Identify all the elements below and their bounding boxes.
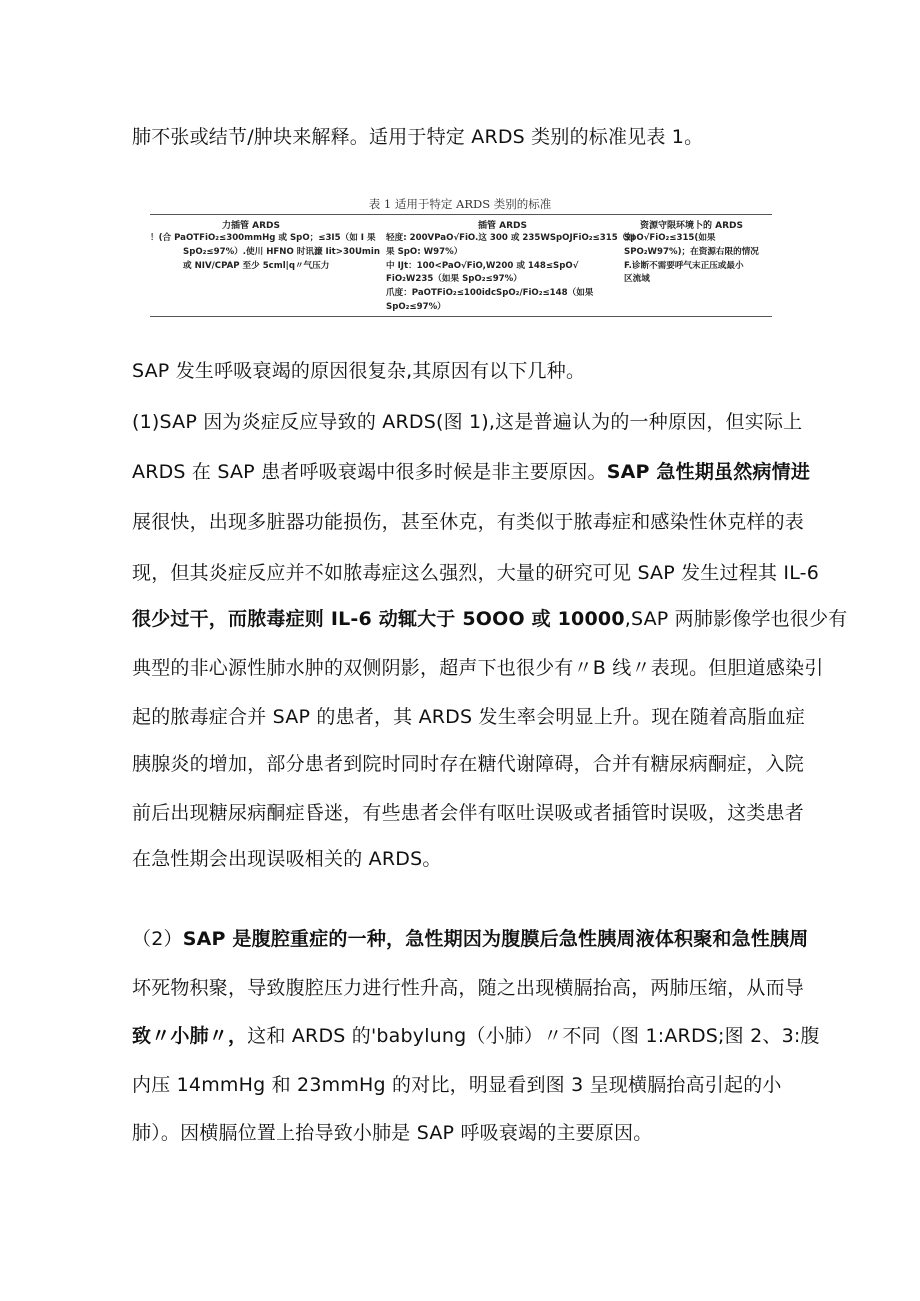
section2-line-3-normal: 这和 ARDS 的'babylung（小肺）〃不同（图 1:ARDS;图 2、3:腹: [247, 1025, 820, 1047]
section2-line-2: 坏死物积聚，导致腹腔压力进行性升高，随之出现横膈抬高，两肺压缩，从而导: [132, 977, 805, 999]
section2-line-1-normal: （2）: [132, 928, 183, 950]
table-top-rule: [150, 214, 772, 215]
section1-line-5: [132, 605, 848, 633]
table-header-col1: 力插管 ARDS: [222, 221, 280, 231]
section2-line-5: 肺）。因横膈位置上抬导致小肺是 SAP 呼吸衰竭的主要原因。: [132, 1122, 653, 1144]
table-cell-col1-line1: ！(合 PaOTFiO₂≤300mmHg 或 SpO；≤3I5（如 I 果: [150, 233, 376, 243]
table-header-col3: 资源守限环境卜的 ARDS: [640, 221, 743, 231]
section1-line-4: 现，但其炎症反应并不如脓毒症这么强烈，大量的研究可见 SAP 发生过程其 IL-6: [132, 562, 819, 584]
section1-line-9: 前后出现糖尿病酮症昏迷，有些患者会伴有呕吐误吸或者插管时误吸，这类患者: [132, 802, 805, 824]
section1-line-8: 胰腺炎的增加，部分患者到院时同时存在糖代谢障碍，合并有糖尿病酮症，入院: [132, 753, 805, 775]
table-header-col2: 插管 ARDS: [478, 221, 527, 231]
section1-line-10: 在急性期会出现误吸相关的 ARDS。: [132, 848, 442, 870]
table-cell-col2-line1: 轻度: 200VPaO√FiO.这 300 或 235WSpOJFiO₂≤315（如: [386, 233, 635, 243]
table-cell-col2-line4: FiO₂W235（如果 SpO₂≤97%）: [386, 274, 522, 284]
section1-line-2-normal: ARDS 在 SAP 患者呼吸衰竭中很多时候是非主要原因。: [132, 461, 607, 483]
section1-line-2: [132, 458, 811, 486]
table-cell-col3-line1: SpO√FiO₂≤315(如果: [624, 233, 716, 243]
section2-line-3-bold: 致〃小肺〃，: [132, 1025, 248, 1047]
table-cell-col3-line4: 区流域: [624, 274, 650, 284]
table-cell-col2-line3: 中 IJt：100<PaO√FiO,W200 或 148≤SpO√: [386, 261, 579, 271]
table-cell-col1-line3: 或 NIV/CPAP 至少 5cml|q〃气压力: [183, 261, 330, 271]
section1-line-1: (1)SAP 因为炎症反应导致的 ARDS(图 1),这是普遍认为的一种原因，但实际上: [132, 411, 803, 433]
table-caption: 表 1 适用于特定 ARDS 类别的标准: [368, 197, 552, 211]
section1-line-6: 典型的非心源性肺水肿的双侧阴影，超声下也很少有〃B 线〃表现。但胆道感染引: [132, 657, 824, 679]
section1-intro: SAP 发生呼吸衰竭的原因很复杂,其原因有以下几种。: [132, 360, 586, 382]
table-cell-col2-line5: 爪度：PaOTFiO₂≤100idcSpO₂/FiO₂≤148（如果: [386, 288, 594, 298]
section1-line-5-bold: 很少过干，而脓毒症则 IL-6 动辄大于 5OOO 或 10000: [132, 608, 625, 630]
section1-line-2-bold: SAP 急性期虽然病情进: [606, 461, 811, 483]
table-cell-col2-line2: 果 SpO: W97%）: [386, 247, 463, 257]
table-cell-col3-line2: SPO₂W97%)；在资源右限的情况: [624, 247, 759, 257]
section2-line-3: [132, 1022, 820, 1050]
paragraph-top: 肺不张或结节/肿块来解释。适用于特定 ARDS 类别的标准见表 1。: [132, 126, 704, 148]
section2-line-1-bold: SAP 是腹腔重症的一种，急性期因为腹膜后急性胰周液体积聚和急性胰周: [182, 928, 809, 950]
table-cell-col2-line6: SpO₂≤97%）: [386, 302, 446, 312]
section1-line-5-normal: ,SAP 两肺影像学也很少有: [624, 608, 848, 630]
section1-line-3: 展很快，出现多脏器功能损伤，甚至休克，有类似于脓毒症和感染性休克样的表: [132, 511, 805, 533]
section2-line-1: [132, 925, 809, 953]
table-bottom-rule: [150, 316, 772, 317]
table-cell-col1-line2: SpO₂≤97%）.使川 HFNO 时讯濂 Iit>30Umin: [183, 247, 380, 257]
section2-line-4: 内压 14mmHg 和 23mmHg 的对比，明显看到图 3 呈现横膈抬高引起的小: [132, 1074, 782, 1096]
table-cell-col3-line3: F.诊断不需要呼气末正压或最小: [624, 261, 744, 271]
section1-line-7: 起的脓毒症合并 SAP 的患者，其 ARDS 发生率会明显上升。现在随着高脂血症: [132, 706, 805, 728]
